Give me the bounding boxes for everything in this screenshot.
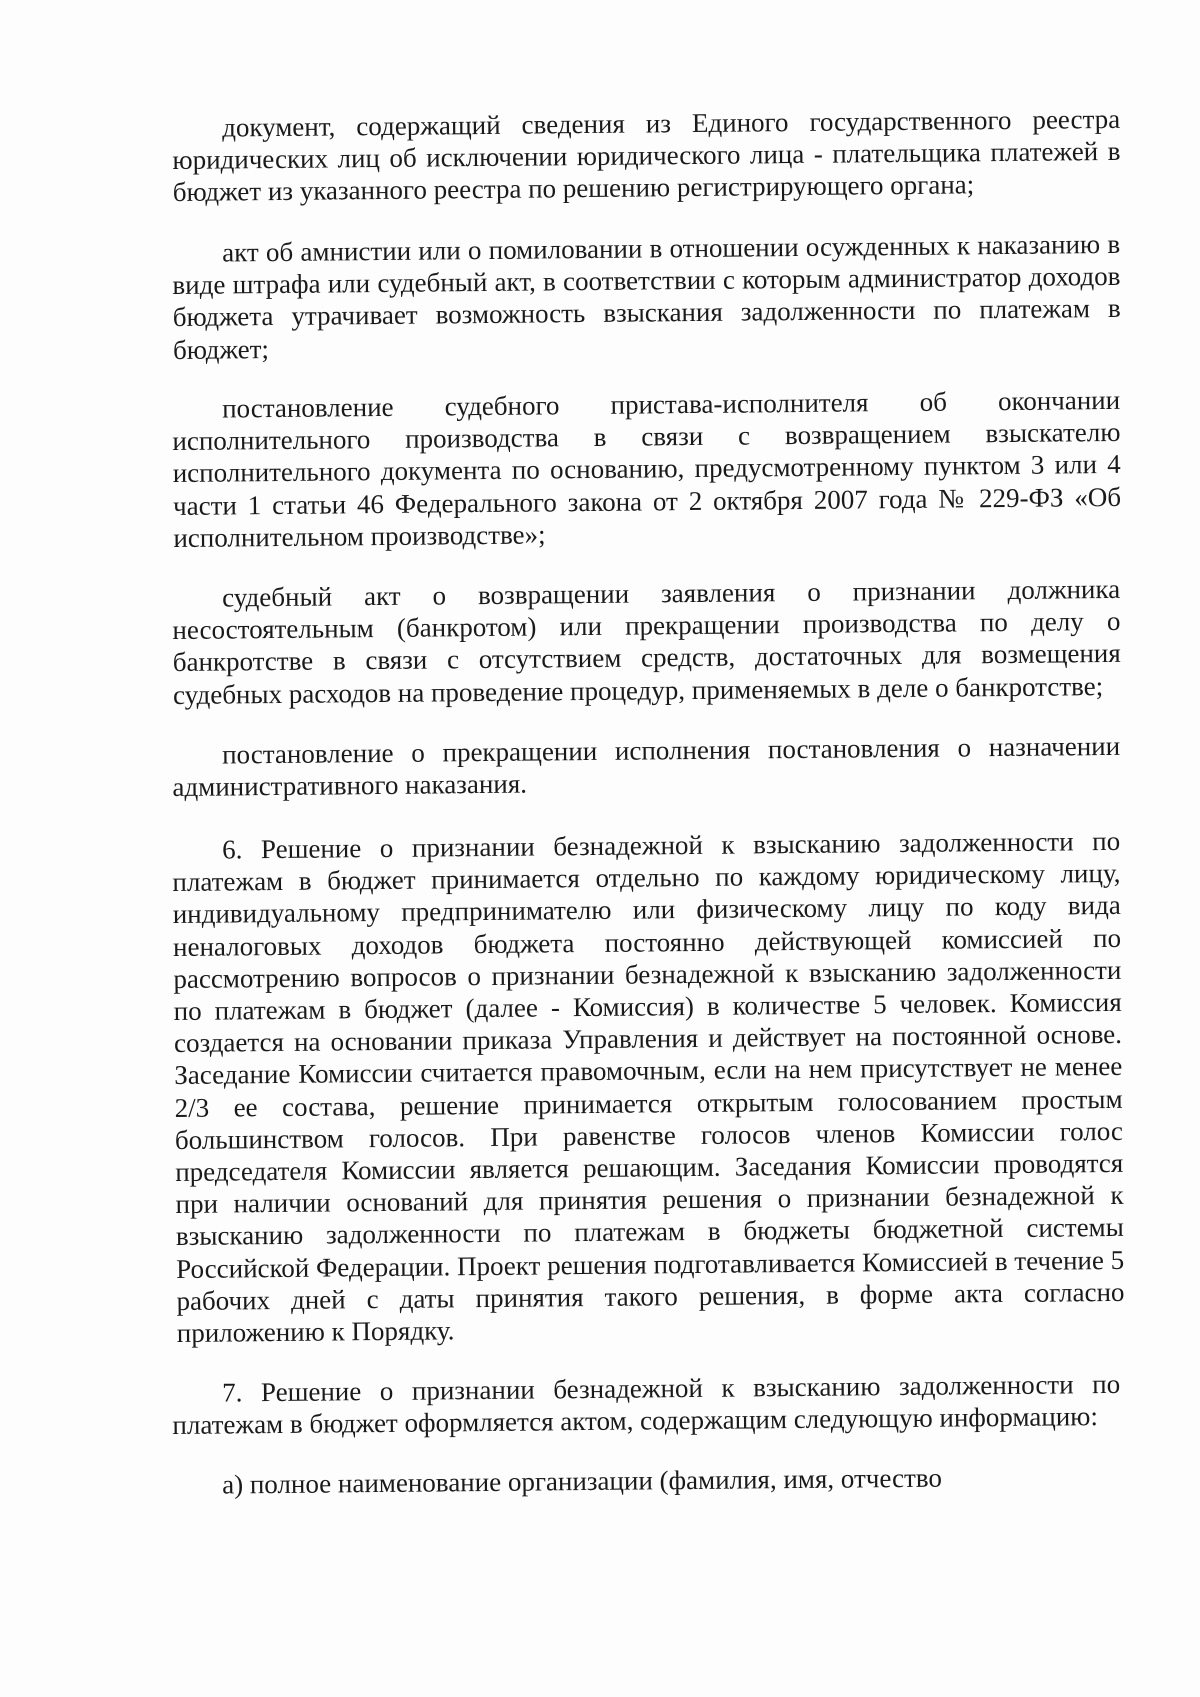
- paragraph-item-7a: а) полное наименование организации (фамилия, имя, отчество: [222, 1462, 943, 1500]
- paragraph-bailiff-resolution: постановление судебного пристава-исполнителя об окончании исполнительного производства в связи с возвращением взыскателю исполнительного документа по основанию, предусмотренному пунктом 3 или 4 части 1 статьи 46 Федерального закона от 2 октября 2007 года № 229-ФЗ «Об исполнительном производстве»;: [172, 385, 1122, 554]
- paragraph-item-6: 6. Решение о признании безнадежной к взысканию задолженности по платежам в бюджет принимается отдельно по каждому юридическому лицу, индивидуальному предпринимателю или физическому лицу по коду вида неналоговых доходов бюджета постоянно действующей комиссией по рассмотрению вопросов о признании безнадежной к взысканию задолженности по платежам в бюджет (далее - Комиссия) в количестве 5 человек. Комиссия создается на основании приказа Управления и действует на постоянной основе. Заседание Комиссии считается правомочным, если на нем присутствует не менее 2/3 ее состава, решение принимается открытым голосованием простым большинством голосов. При равенстве голосов членов Комиссии голос председателя Комиссии является решающим. Заседания Комиссии проводятся при наличии оснований для принятия решения о признании безнадежной к взысканию задолженности по платежам в бюджеты бюджетной системы Российской Федерации. Проект решения подготавливается Комиссией в течение 5 рабочих дней с даты принятия такого решения, в форме акта согласно приложению к Порядку.: [172, 825, 1125, 1348]
- paragraph-bankruptcy-act: судебный акт о возвращении заявления о признании должника несостоятельным (банкротом) или прекращении производства по делу о банкротстве в связи с отсутствием средств, достаточных для возмещения судебных расходов на проведение процедур, применяемых в деле о банкротстве;: [172, 574, 1121, 711]
- paragraph-termination-resolution: постановление о прекращении исполнения постановления о назначении административного наказания.: [172, 731, 1121, 803]
- paragraph-amnesty-act: акт об амнистии или о помиловании в отношении осужденных к наказанию в виде штрафа или судебный акт, в соответствии с которым администратор доходов бюджета утрачивает возможность взыскания задолженности по платежам в бюджет;: [172, 228, 1121, 365]
- paragraph-item-7: 7. Решение о признании безнадежной к взысканию задолженности по платежам в бюджет оформляется актом, содержащим следующую информацию:: [172, 1368, 1121, 1441]
- paragraph-egrul-document: документ, содержащий сведения из Единого государственного реестра юридических лиц об исключении юридического лица - плательщика платежей в бюджет из указанного реестра по решению регистрирующего органа;: [172, 103, 1121, 208]
